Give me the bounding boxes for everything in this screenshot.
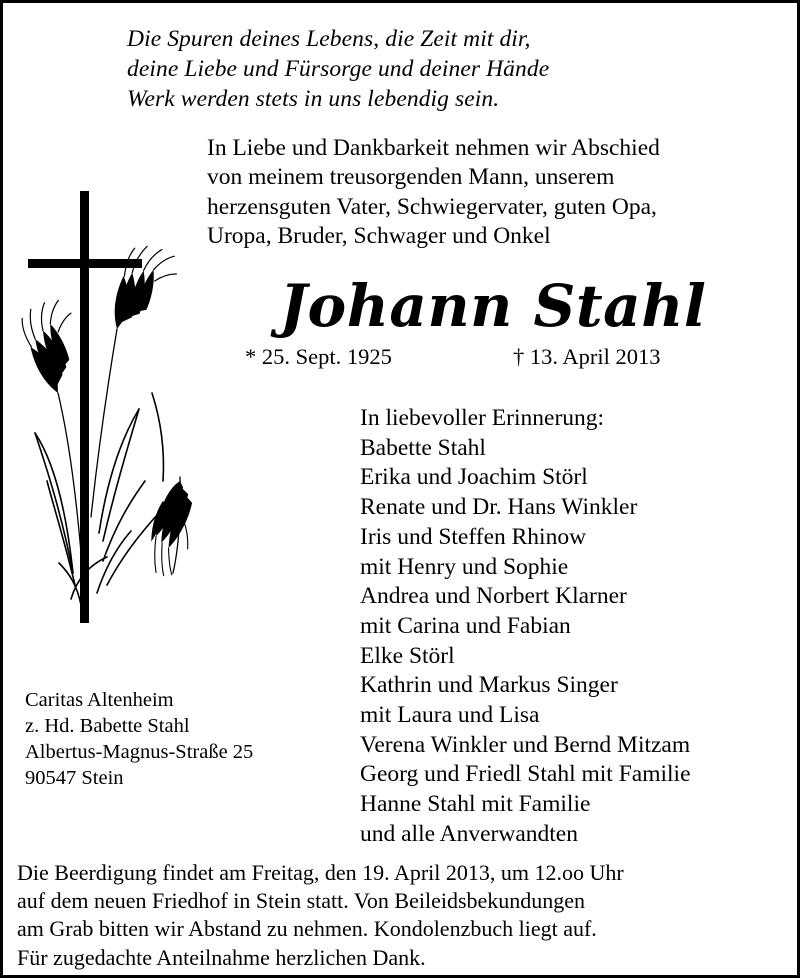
mourner-item: mit Carina und Fabian — [360, 612, 571, 639]
deceased-name: Johann Stahl — [279, 272, 707, 340]
mourners-list — [360, 404, 800, 850]
death-date: † 13. April 2013 — [513, 344, 661, 369]
mourner-item: Erika und Joachim Störl — [360, 464, 588, 491]
address-line: 90547 Stein — [25, 767, 124, 789]
condolence-address — [25, 687, 345, 791]
birth-date: * 25. Sept. 1925 — [245, 344, 392, 369]
mourner-item: mit Henry und Sophie — [360, 553, 569, 580]
mourner-item: Verena Winkler und Bernd Mitzam — [360, 731, 691, 758]
mourner-item: Renate und Dr. Hans Winkler — [360, 494, 638, 521]
address-line: Caritas Altenheim — [25, 689, 174, 711]
mourners-heading: In liebevoller Erinnerung: — [360, 405, 605, 431]
mourner-item: Elke Störl — [360, 642, 455, 669]
funeral-details-text: Die Beerdigung findet am Freitag, den 19. April 2013, um 12.oo Uhr auf dem neuen Friedhof in Stein statt. Von Beileidsbekundungen am Grab bitten wir Abstand zu nehmen. Kondolenzbuch liegt auf. Für zugedachte Anteilnahme herzlichen Dank. — [17, 860, 624, 970]
mourner-item: Babette Stahl — [360, 434, 486, 461]
address-line: z. Hd. Babette Stahl — [25, 715, 190, 737]
mourner-item: mit Laura und Lisa — [360, 702, 540, 729]
address-line: Albertus-Magnus-Straße 25 — [25, 741, 254, 763]
mourner-item: Andrea und Norbert Klarner — [360, 583, 627, 610]
epigraph-text: Die Spuren deines Lebens, die Zeit mit dir, deine Liebe und Fürsorge und deiner Hände Werk werden stets in uns lebendig sein. — [127, 26, 550, 112]
life-dates — [203, 343, 783, 371]
mourner-item: und alle Anverwandten — [360, 820, 578, 847]
mourner-item: Hanne Stahl mit Familie — [360, 791, 591, 818]
mourner-item: Kathrin und Markus Singer — [360, 672, 618, 699]
cross-with-wheat-icon — [11, 181, 231, 661]
farewell-intro-text: In Liebe und Dankbarkeit nehmen wir Abschied von meinem treusorgenden Mann, unserem herzensguten Vater, Schwiegervater, guten Opa, Uropa, Bruder, Schwager und Onkel — [207, 135, 660, 250]
mourner-item: Georg und Friedl Stahl mit Familie — [360, 761, 691, 788]
mourner-item: Iris und Steffen Rhinow — [360, 523, 587, 550]
